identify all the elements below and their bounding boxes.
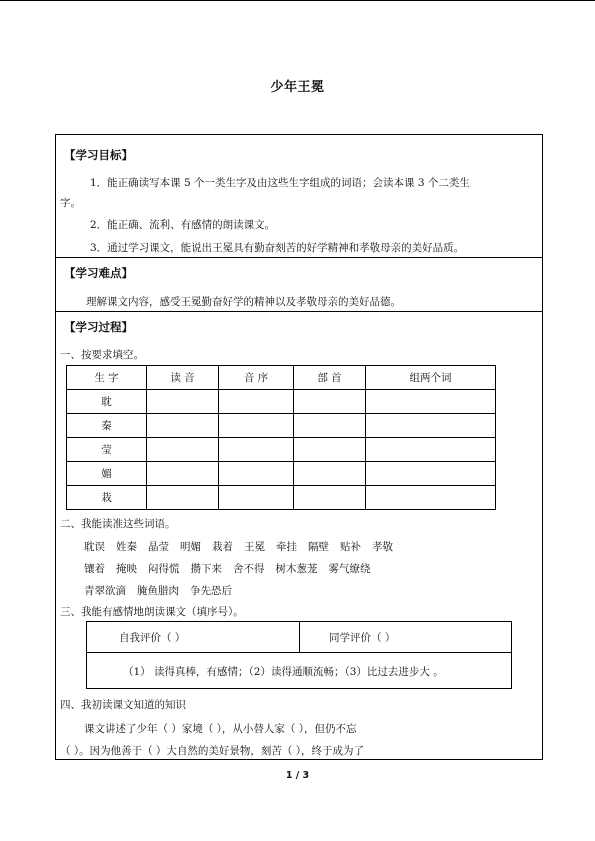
word-item: 闷得慌 [148, 563, 180, 575]
word-list-row-3 [84, 584, 243, 598]
goal-2: 2．能正确、流利、有感情的朗读课文。 [90, 219, 276, 231]
worksheet-frame [55, 134, 543, 760]
char-cell: 莹 [67, 438, 147, 462]
reading-evaluation-box [86, 621, 512, 689]
radical-input-cell[interactable] [294, 486, 366, 510]
letter-order-input-cell[interactable] [219, 390, 294, 414]
char-cell: 耽 [67, 390, 147, 414]
letter-order-input-cell[interactable] [219, 438, 294, 462]
word-item: 隔壁 [308, 541, 329, 553]
section-divider [56, 311, 542, 312]
goal-1-line-2: 字。 [60, 197, 81, 209]
char-cell: 栽 [67, 486, 147, 510]
word-item: 耽误 [84, 541, 105, 553]
word-item: 掩映 [116, 563, 137, 575]
eval-divider [299, 622, 300, 652]
word-item: 明媚 [180, 541, 201, 553]
part2-title: 二、我能读准这些词语。 [60, 518, 176, 530]
column-header: 音 序 [219, 366, 294, 390]
word-item: 贴补 [340, 541, 361, 553]
header-rule [0, 0, 595, 1]
radical-input-cell[interactable] [294, 414, 366, 438]
pinyin-input-cell[interactable] [147, 390, 219, 414]
char-cell: 秦 [67, 414, 147, 438]
letter-order-input-cell[interactable] [219, 414, 294, 438]
word-item: 腌鱼腊肉 [137, 585, 179, 597]
table-row [67, 486, 496, 510]
letter-order-input-cell[interactable] [219, 486, 294, 510]
word-item: 栽着 [212, 541, 233, 553]
pinyin-input-cell[interactable] [147, 438, 219, 462]
part4-title: 四、我初读课文知道的知识 [60, 699, 186, 711]
table-row [67, 438, 496, 462]
letter-order-input-cell[interactable] [219, 462, 294, 486]
pinyin-input-cell[interactable] [147, 414, 219, 438]
part3-title: 三、我能有感情地朗读课文（填序号）。 [60, 606, 244, 618]
char-cell: 媚 [67, 462, 147, 486]
column-header: 组两个词 [366, 366, 496, 390]
words-input-cell[interactable] [366, 414, 496, 438]
pinyin-input-cell[interactable] [147, 486, 219, 510]
page-number: 1 / 3 [285, 770, 310, 781]
self-evaluation-field[interactable]: 自我评价（ ） [119, 632, 186, 644]
word-item: 雾气缭绕 [328, 563, 371, 575]
word-item: 争先恐后 [190, 585, 232, 597]
table-row [67, 390, 496, 414]
word-item: 攒下来 [190, 563, 222, 575]
word-item: 镶着 [84, 563, 105, 575]
table-header-row [67, 366, 496, 390]
table-row [67, 462, 496, 486]
word-item: 姓秦 [116, 541, 137, 553]
column-header: 读 音 [147, 366, 219, 390]
evaluation-options: （1） 读得真棒，有感情；（2）读得通顺流畅；（3）比过去进步大 。 [123, 666, 444, 678]
word-list-row-1 [84, 540, 404, 554]
table-row [67, 414, 496, 438]
fill-in-line-1[interactable]: 课文讲述了少年（ ）家境（ ），从小替人家（ ），但仍不忘 [84, 723, 357, 735]
radical-input-cell[interactable] [294, 390, 366, 414]
pinyin-input-cell[interactable] [147, 462, 219, 486]
page-title: 少年王冕 [270, 80, 325, 95]
character-table [66, 365, 496, 510]
column-header: 部 首 [294, 366, 366, 390]
radical-input-cell[interactable] [294, 438, 366, 462]
part1-title: 一、按要求填空。 [60, 349, 144, 361]
column-header: 生 字 [67, 366, 147, 390]
word-item: 晶莹 [148, 541, 169, 553]
words-input-cell[interactable] [366, 438, 496, 462]
word-item: 王冕 [244, 541, 265, 553]
eval-divider [87, 652, 511, 653]
section-divider [56, 257, 542, 258]
radical-input-cell[interactable] [294, 462, 366, 486]
fill-in-line-2[interactable]: （ ）。因为他善于（ ）大自然的美好景物，刻苦（ ），终于成为了 [60, 745, 365, 757]
word-item: 青翠欲滴 [84, 585, 126, 597]
word-item: 孝敬 [372, 541, 393, 553]
difficulty-text: 理解课文内容，感受王冕勤奋好学的精神以及孝敬母亲的美好品德。 [86, 296, 401, 308]
difficulty-heading: 【学习难点】 [64, 266, 133, 280]
words-input-cell[interactable] [366, 390, 496, 414]
word-list-row-2 [84, 562, 382, 576]
words-input-cell[interactable] [366, 462, 496, 486]
word-item: 舍不得 [233, 563, 265, 575]
goals-heading: 【学习目标】 [64, 148, 133, 162]
goal-1-line-1: 1．能正确读写本课 5 个一类生字及由这些生字组成的词语；会读本课 3 个二类生 [90, 177, 470, 189]
goal-3: 3．通过学习课文，能说出王冕具有勤奋刻苦的好学精神和孝敬母亲的美好品质。 [90, 242, 465, 254]
word-item: 树木葱茏 [275, 563, 318, 575]
process-heading: 【学习过程】 [64, 320, 133, 334]
words-input-cell[interactable] [366, 486, 496, 510]
peer-evaluation-field[interactable]: 同学评价（ ） [329, 632, 396, 644]
word-item: 牵挂 [276, 541, 297, 553]
